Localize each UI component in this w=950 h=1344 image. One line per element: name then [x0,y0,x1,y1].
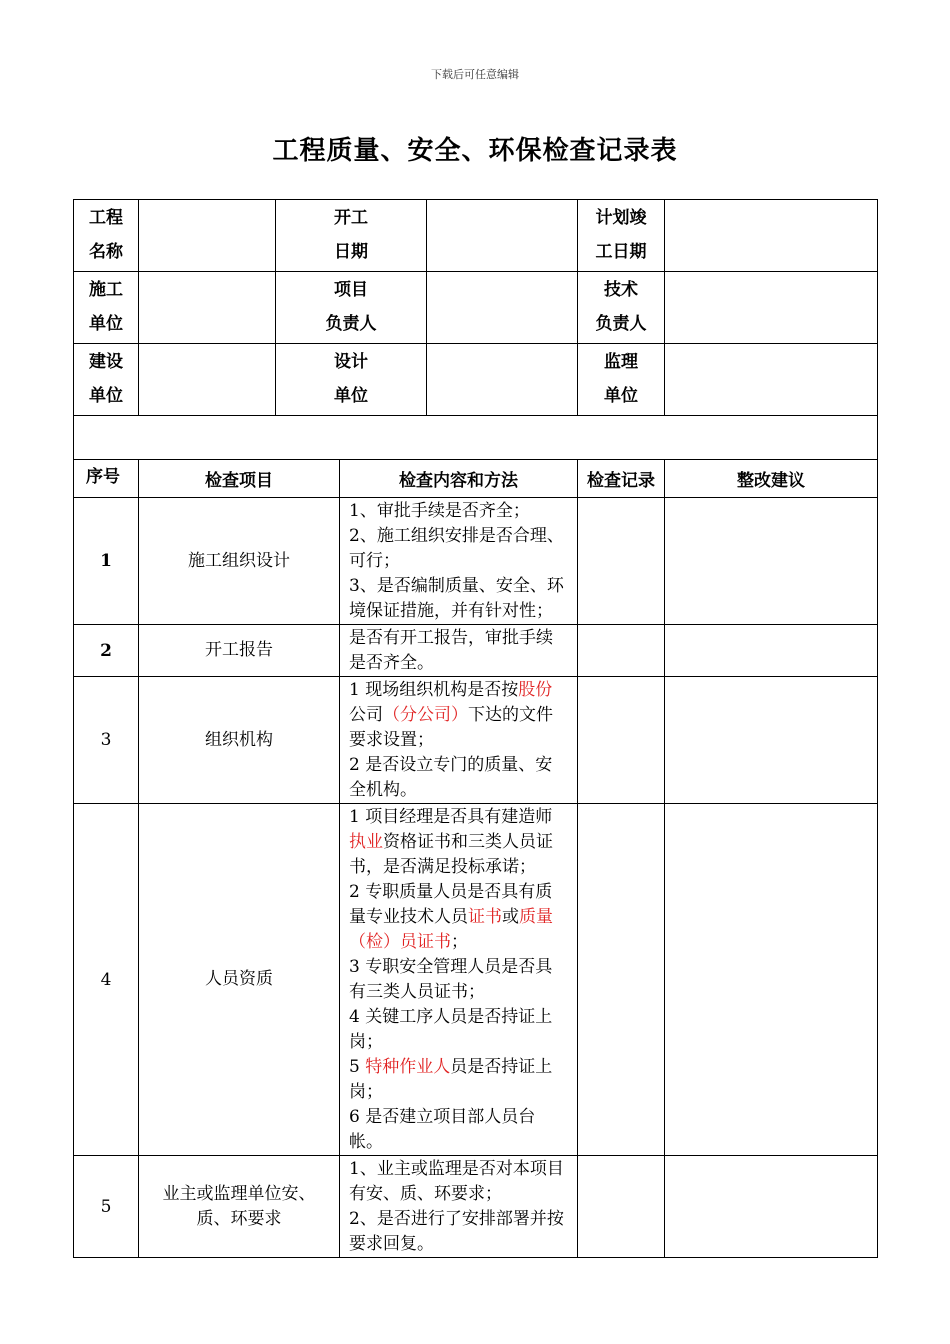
col-content: 检查内容和方法 [340,460,578,498]
col-suggest: 整改建议 [665,460,878,498]
row-number: 1 [74,498,139,625]
label-construction-unit: 施工 单位 [74,272,139,344]
label-technical-manager: 技术 负责人 [578,272,665,344]
row-item: 人员资质 [139,804,340,1156]
table-row [74,625,878,677]
row-number: 4 [74,804,139,1156]
row-record-field[interactable] [578,804,665,1156]
field-project-manager[interactable] [427,272,578,344]
row-record-field[interactable] [578,677,665,804]
table-row [74,498,878,625]
field-planned-completion[interactable] [665,200,878,272]
row-number: 3 [74,677,139,804]
table-row [74,804,878,1156]
inspection-table [73,199,878,1258]
row-suggest-field[interactable] [665,677,878,804]
row-content: 1 现场组织机构是否按股份公司（分公司）下达的文件要求设置； 2 是否设立专门的质量、安全机构。 [340,677,578,804]
col-record: 检查记录 [578,460,665,498]
info-row-construction [74,272,878,344]
field-construction-unit[interactable] [139,272,276,344]
row-content: 是否有开工报告，审批手续是否齐全。 [340,625,578,677]
label-supervision-unit: 监理 单位 [578,344,665,416]
field-supervision-unit[interactable] [665,344,878,416]
label-owner-unit: 建设 单位 [74,344,139,416]
row-number: 5 [74,1156,139,1258]
page-title: 工程质量、安全、环保检查记录表 [272,136,678,166]
label-planned-completion: 计划竣 工日期 [578,200,665,272]
row-content: 1、业主或监理是否对本项目有安、质、环要求； 2、是否进行了安排部署并按要求回复。 [340,1156,578,1258]
row-item: 开工报告 [139,625,340,677]
label-project-name: 工程 名称 [74,200,139,272]
field-technical-manager[interactable] [665,272,878,344]
row-content: 1、审批手续是否齐全； 2、施工组织安排是否合理、可行； 3、是否编制质量、安全、环境保证措施，并有针对性； [340,498,578,625]
row-suggest-field[interactable] [665,804,878,1156]
blank-cell[interactable] [74,416,878,460]
row-record-field[interactable] [578,498,665,625]
row-suggest-field[interactable] [665,625,878,677]
field-start-date[interactable] [427,200,578,272]
table-row [74,677,878,804]
row-item: 施工组织设计 [139,498,340,625]
row-suggest-field[interactable] [665,498,878,625]
column-header-row [74,460,878,498]
blank-row [74,416,878,460]
field-owner-unit[interactable] [139,344,276,416]
table-row [74,1156,878,1258]
row-record-field[interactable] [578,625,665,677]
header-note: 下载后可任意编辑 [431,68,519,81]
row-item: 业主或监理单位安、质、环要求 [139,1156,340,1258]
col-seq: 序号 [74,460,139,498]
field-project-name[interactable] [139,200,276,272]
field-design-unit[interactable] [427,344,578,416]
label-design-unit: 设计 单位 [276,344,427,416]
row-item: 组织机构 [139,677,340,804]
row-record-field[interactable] [578,1156,665,1258]
label-project-manager: 项目 负责人 [276,272,427,344]
label-start-date: 开工 日期 [276,200,427,272]
info-row-owner [74,344,878,416]
info-row-project [74,200,878,272]
row-number: 2 [74,625,139,677]
col-item: 检查项目 [139,460,340,498]
row-content: 1 项目经理是否具有建造师执业资格证书和三类人员证书，是否满足投标承诺； 2 专职质量人员是否具有质量专业技术人员证书或质量（检）员证书； 3 专职安全管理人员是否具有三类人员证书； 4 关键工序人员是否持证上岗； 5 特种作业人员是否持证上岗； 6 是否建立项目部人员台帐。 [340,804,578,1156]
row-suggest-field[interactable] [665,1156,878,1258]
